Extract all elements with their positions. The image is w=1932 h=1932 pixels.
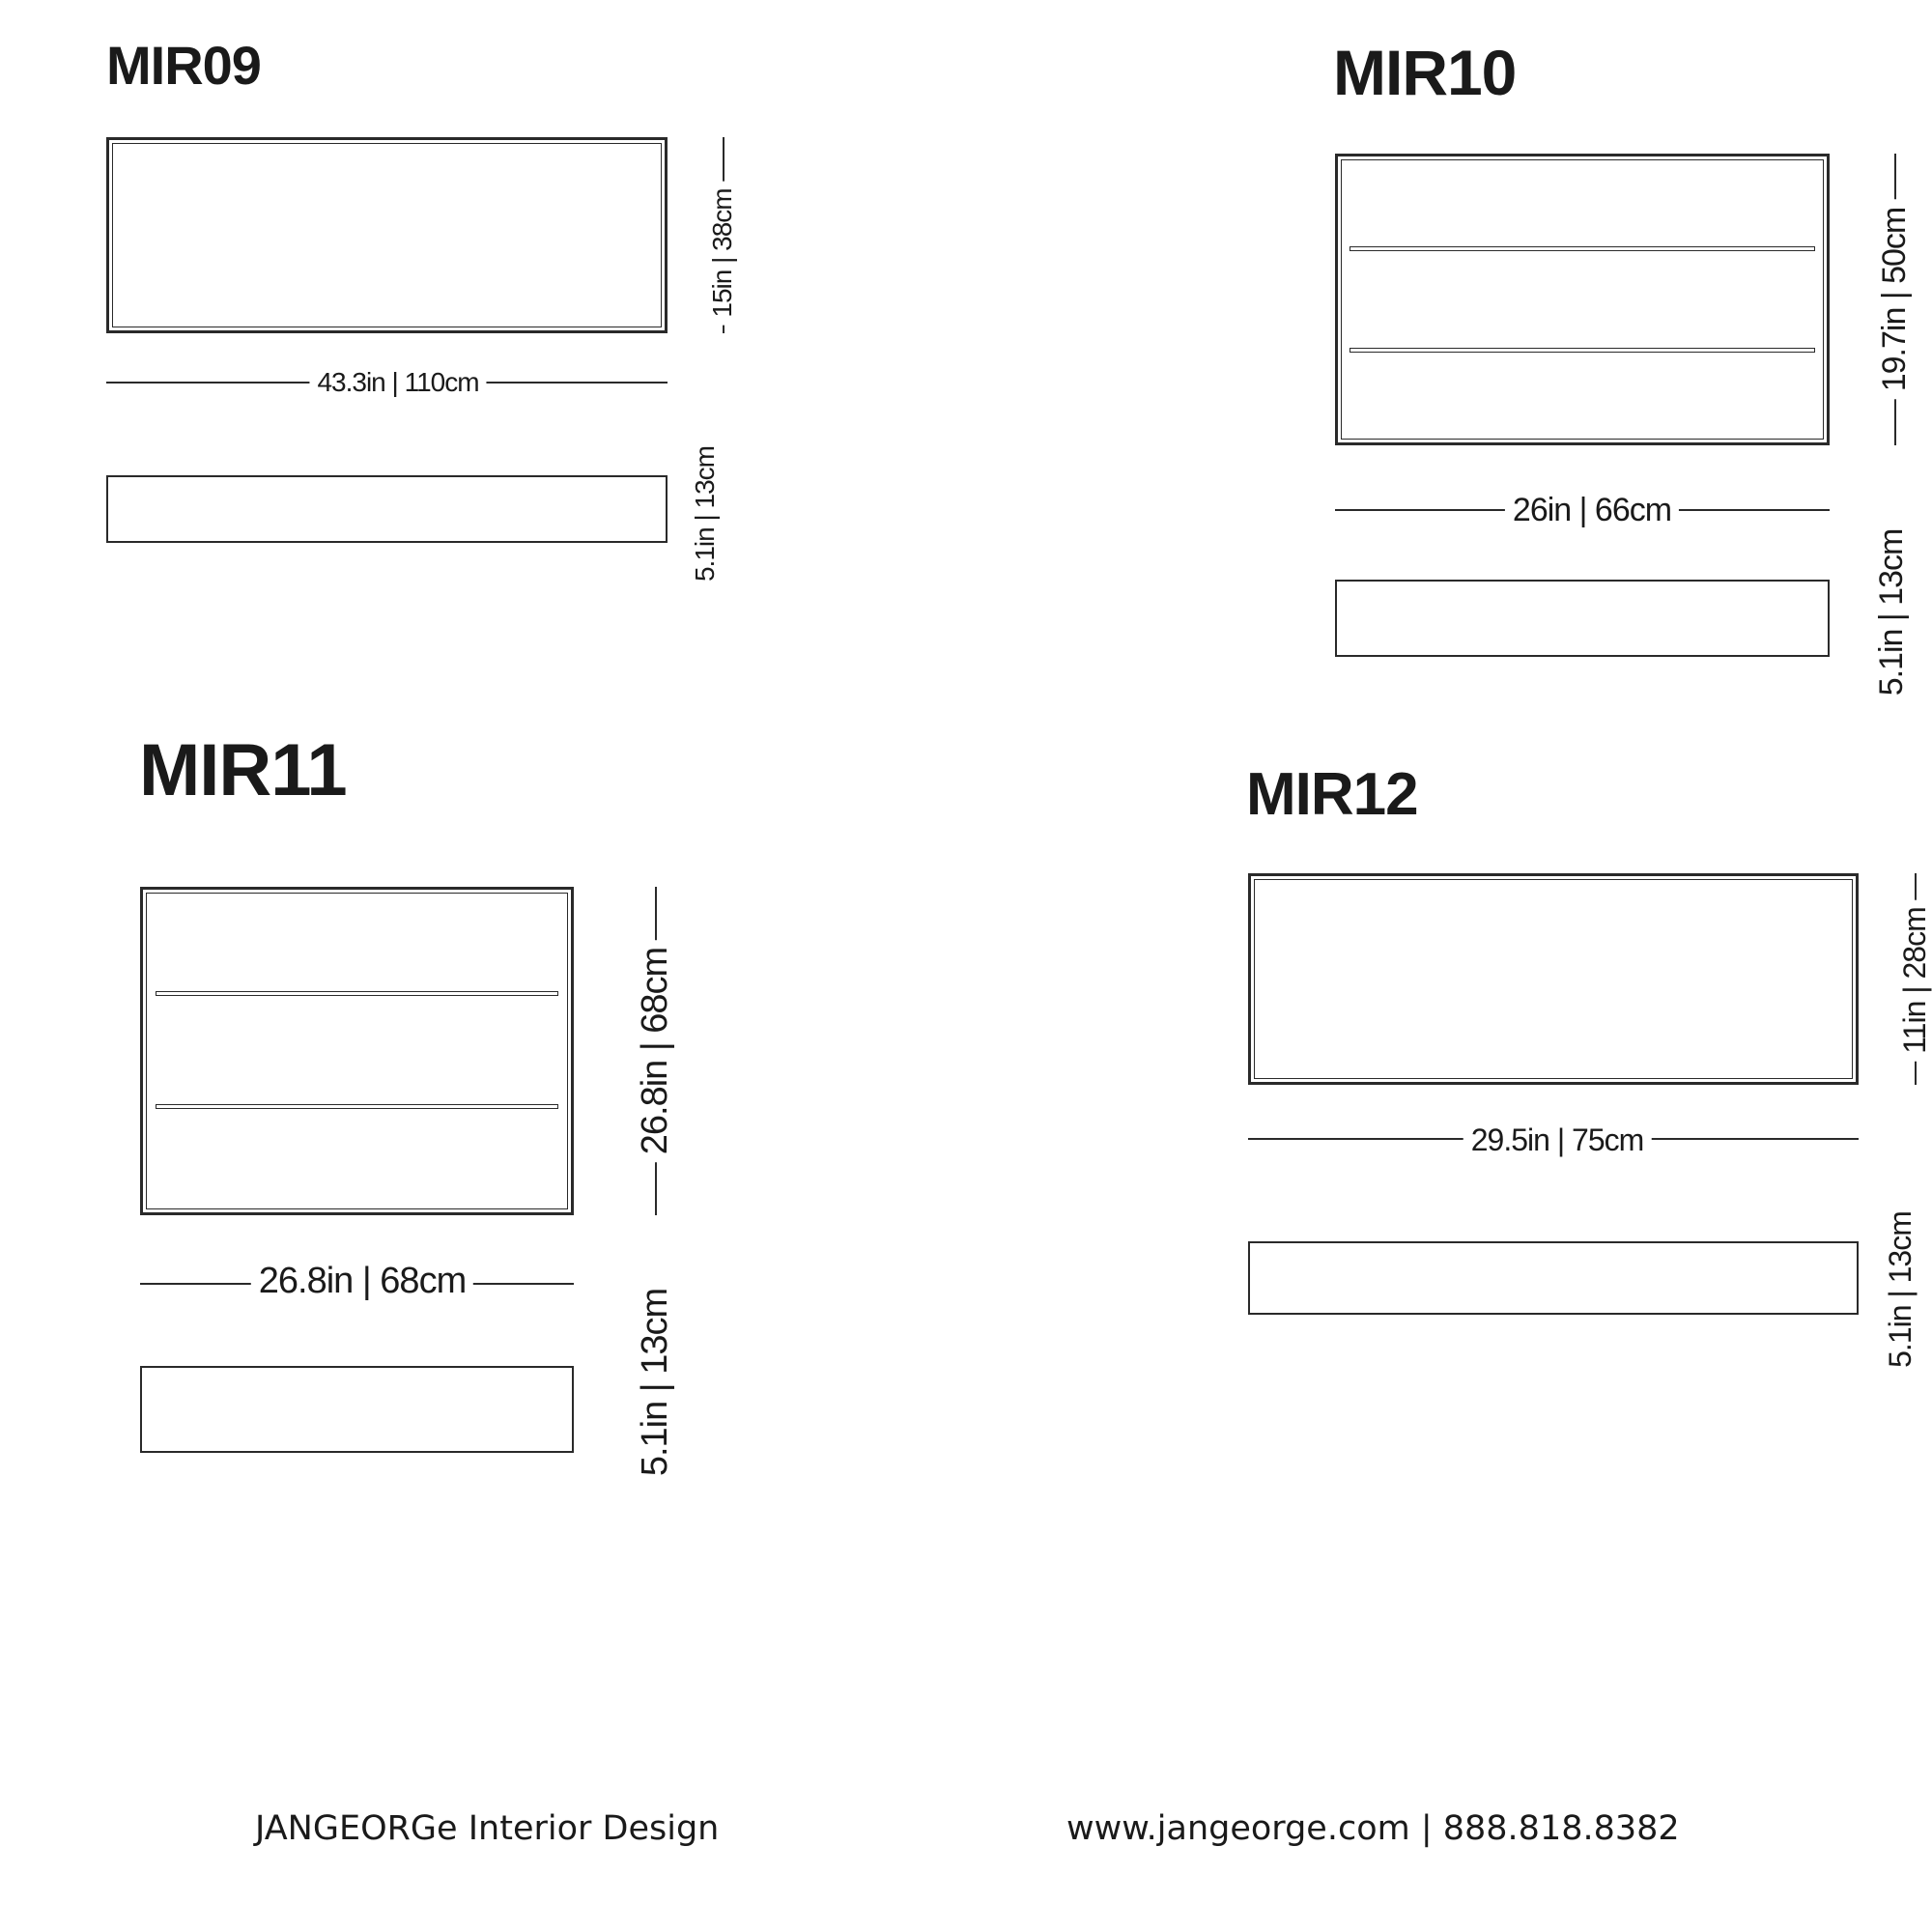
mirror-front-view [106,137,668,333]
width-dimension-label: 43.3in | 110cm [309,369,486,396]
mirror-depth-profile [140,1366,574,1453]
depth-dimension-label: 5.1in | 13cm [1885,1204,1916,1376]
depth-dimension-label: 5.1in | 13cm [637,1281,673,1484]
footer-company-name: JANGEORGe Interior Design [255,1809,720,1848]
mirror-depth-profile [1248,1241,1859,1315]
mirror-shelf [1350,246,1815,251]
footer-contact-info: www.jangeorge.com | 888.818.8382 [1066,1809,1680,1848]
height-dimension-label: 11in | 28cm [1899,899,1930,1061]
mirror-shelf [156,991,558,996]
product-title: MIR09 [106,35,261,96]
width-dimension-label: 26in | 66cm [1505,494,1679,526]
product-title: MIR12 [1246,761,1418,828]
mirror-shelf [1350,348,1815,353]
mirror-shelf [156,1104,558,1109]
mirror-front-view [1248,873,1859,1085]
mirror-front-view [140,887,574,1215]
mirror-front-view [1335,154,1830,445]
width-dimension-label: 29.5in | 75cm [1463,1124,1652,1155]
mirror-depth-profile [106,475,668,543]
height-dimension-label: 15in | 38cm [709,181,736,325]
product-title: MIR11 [139,729,347,811]
depth-dimension-label: 5.1in | 13cm [1875,522,1908,704]
height-dimension-label: 26.8in | 68cm [637,940,673,1162]
mirror-depth-profile [1335,580,1830,657]
width-dimension-label: 26.8in | 68cm [251,1263,473,1299]
height-dimension-label: 19.7in | 50cm [1878,200,1911,400]
depth-dimension-label: 5.1in | 13cm [692,439,719,589]
product-title: MIR10 [1333,37,1517,108]
